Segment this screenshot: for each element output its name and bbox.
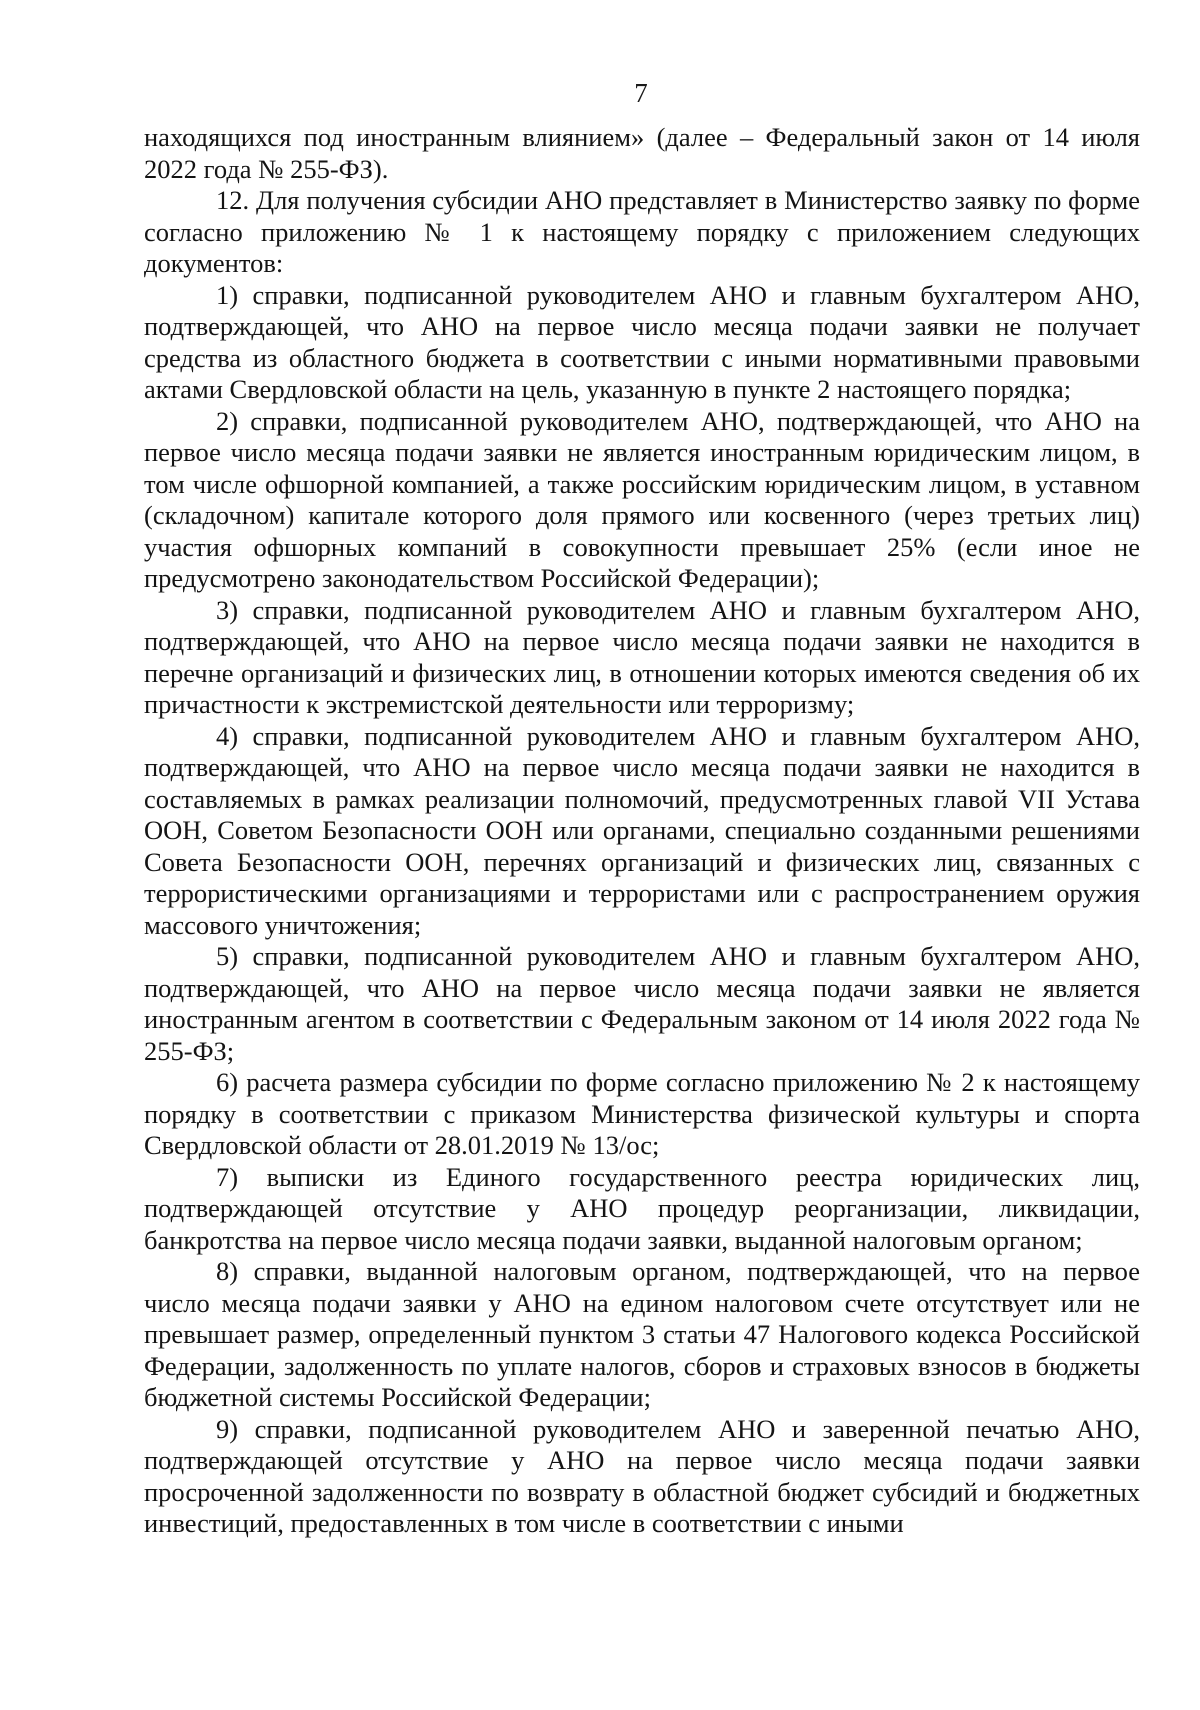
page-number: 7 xyxy=(634,78,648,108)
list-item-8: 8) справки, выданной налоговым органом, подтверждающей, что на первое число месяца подачи заявки у АНО на едином налоговом счете отсутствует или не превышает размер, определенный пунктом 3 статьи 47 Налогового кодекса Российской Федерации, задолженность по уплате налогов, сборов и страховых взносов в бюджеты бюджетной системы Российской Федерации; xyxy=(144,1256,1140,1412)
paragraph-continuation: находящихся под иностранным влиянием» (далее – Федеральный закон от 14 июля 2022 года № 255-ФЗ). xyxy=(144,122,1140,184)
list-item-2: 2) справки, подписанной руководителем АНО, подтверждающей, что АНО на первое число месяца подачи заявки не является иностранным юридическим лицом, в том числе офшорной компанией, а также российским юридическим лицом, в уставном (складочном) капитале которого доля прямого или косвенного (через третьих лиц) участия офшорных компаний в совокупности превышает 25% (если иное не предусмотрено законодательством Российской Федерации); xyxy=(144,405,1140,593)
list-item-5: 5) справки, подписанной руководителем АНО и главным бухгалтером АНО, подтверждающей, что АНО на первое число месяца подачи заявки не является иностранным агентом в соответствии с Федеральным законом от 14 июля 2022 года № 255-ФЗ; xyxy=(144,941,1140,1066)
list-item-9: 9) справки, подписанной руководителем АНО и заверенной печатью АНО, подтверждающей отсутствие у АНО на первое число месяца подачи заявки просроченной задолженности по возврату в областной бюджет субсидий и бюджетных инвестиций, предоставленных в том числе в соответствии с иными xyxy=(144,1413,1140,1538)
list-item-6: 6) расчета размера субсидии по форме согласно приложению № 2 к настоящему порядку в соответствии с приказом Министерства физической культуры и спорта Свердловской области от 28.01.2019 № 13/ос; xyxy=(144,1067,1140,1160)
paragraph-item-12: 12. Для получения субсидии АНО представляет в Министерство заявку по форме согласно приложению № 1 к настоящему порядку с приложением следующих документов: xyxy=(144,185,1140,278)
list-item-7: 7) выписки из Единого государственного реестра юридических лиц, подтверждающей отсутствие у АНО процедур реорганизации, ликвидации, банкротства на первое число месяца подачи заявки, выданной налоговым органом; xyxy=(144,1161,1140,1255)
list-item-3: 3) справки, подписанной руководителем АНО и главным бухгалтером АНО, подтверждающей, что АНО на первое число месяца подачи заявки не находится в перечне организаций и физических лиц, в отношении которых имеются сведения об их причастности к экстремистской деятельности или терроризму; xyxy=(144,594,1140,719)
document-body xyxy=(144,122,1140,1540)
list-item-1: 1) справки, подписанной руководителем АНО и главным бухгалтером АНО, подтверждающей, что АНО на первое число месяца подачи заявки не получает средства из областного бюджета в соответствии с иными нормативными правовыми актами Свердловской области на цель, указанную в пункте 2 настоящего порядка; xyxy=(144,279,1140,404)
list-item-4: 4) справки, подписанной руководителем АНО и главным бухгалтером АНО, подтверждающей, что АНО на первое число месяца подачи заявки не находится в составляемых в рамках реализации полномочий, предусмотренных главой VII Устава ООН, Советом Безопасности ООН или органами, специально созданными решениями Совета Безопасности ООН, перечнях организаций и физических лиц, связанных с террористическими организациями и террористами или с распространением оружия массового уничтожения; xyxy=(144,720,1140,940)
